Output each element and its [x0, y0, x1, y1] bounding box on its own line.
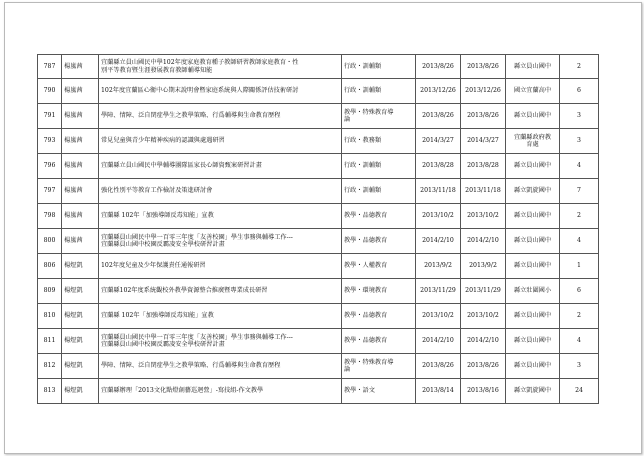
course-category-cell: 教學・品德教育: [342, 329, 416, 354]
course-title-cell: 宜蘭縣辦理「2013文化點燈創藝巡迴營」-寫技組-作文教學: [99, 379, 342, 404]
course-title-cell: 學障、情障、泛自閉症學生之教學策略、行爲輔導與生命教育歷程: [99, 354, 342, 379]
end-date-cell: 2013/10/2: [461, 204, 506, 229]
row-number-cell: 790: [38, 79, 62, 104]
course-title-cell: 宜蘭縣102年度系統觀校外教學資源整合推廣暨專業成長研習: [99, 279, 342, 304]
end-date-cell: 2013/10/2: [461, 304, 506, 329]
table-row: [38, 55, 599, 79]
teacher-name-cell: 楊嵐茜: [62, 229, 99, 254]
start-date-cell: 2013/8/26: [416, 104, 461, 129]
course-category-cell: 教學・環境教育: [342, 279, 416, 304]
organizer-cell: 縣立員山國中: [506, 254, 560, 279]
organizer-cell: 宜蘭縣政府教 育處: [506, 129, 560, 154]
hours-cell: 4: [560, 329, 599, 354]
hours-cell: 2: [560, 304, 599, 329]
organizer-cell: 國立宜蘭高中: [506, 79, 560, 104]
start-date-cell: 2013/8/14: [416, 379, 461, 404]
hours-cell: 2: [560, 55, 599, 79]
row-number-cell: 800: [38, 229, 62, 254]
table-row: [38, 229, 599, 254]
course-category-cell: 行政・訓輔類: [342, 179, 416, 204]
start-date-cell: 2013/12/26: [416, 79, 461, 104]
row-number-cell: 812: [38, 354, 62, 379]
organizer-cell: 縣立員山國中: [506, 229, 560, 254]
row-number-cell: 810: [38, 304, 62, 329]
hours-cell: 4: [560, 229, 599, 254]
end-date-cell: 2013/9/2: [461, 254, 506, 279]
organizer-cell: 縣立員山國中: [506, 204, 560, 229]
end-date-cell: 2014/3/27: [461, 129, 506, 154]
teacher-name-cell: 楊嵐茜: [62, 55, 99, 79]
course-title-cell: 宜蘭縣 102年「加強導師反毒知能」宣教: [99, 304, 342, 329]
course-category-cell: 行政・訓輔類: [342, 154, 416, 179]
teacher-name-cell: 楊嵐茜: [62, 204, 99, 229]
teacher-name-cell: 楊煜凱: [62, 354, 99, 379]
document-page: [4, 2, 642, 454]
row-number-cell: 798: [38, 204, 62, 229]
organizer-cell: 縣立凱旋國中: [506, 179, 560, 204]
end-date-cell: 2013/8/28: [461, 154, 506, 179]
table-row: [38, 129, 599, 154]
course-category-cell: 教學・品德教育: [342, 304, 416, 329]
course-title-cell: 強化性別平等教育工作檢討及策進研討會: [99, 179, 342, 204]
table-row: [38, 354, 599, 379]
row-number-cell: 791: [38, 104, 62, 129]
start-date-cell: 2013/11/29: [416, 279, 461, 304]
organizer-cell: 縣立員山國中: [506, 154, 560, 179]
table-row: [38, 79, 599, 104]
hours-cell: 7: [560, 179, 599, 204]
course-title-cell: 宜蘭縣員山國民中學一百零三年度「友善校園」學生事務與輔導工作--- 宜蘭縣員山國中校園反霸凌安全學校研習計畫: [99, 329, 342, 354]
row-number-cell: 813: [38, 379, 62, 404]
end-date-cell: 2014/2/10: [461, 229, 506, 254]
teacher-name-cell: 楊煜凱: [62, 329, 99, 354]
hours-cell: 4: [560, 154, 599, 179]
row-number-cell: 806: [38, 254, 62, 279]
hours-cell: 3: [560, 354, 599, 379]
end-date-cell: 2013/8/26: [461, 104, 506, 129]
table-row: [38, 254, 599, 279]
organizer-cell: 縣立壯圍國小: [506, 279, 560, 304]
course-title-cell: 常見兒童與青少年精神疾病的認識與處遇研習: [99, 129, 342, 154]
table-row: [38, 279, 599, 304]
organizer-cell: 縣立員山國中: [506, 329, 560, 354]
hours-cell: 24: [560, 379, 599, 404]
organizer-cell: 縣立員山國中: [506, 304, 560, 329]
row-number-cell: 797: [38, 179, 62, 204]
end-date-cell: 2013/8/26: [461, 354, 506, 379]
teacher-name-cell: 楊煜凱: [62, 254, 99, 279]
hours-cell: 2: [560, 204, 599, 229]
course-title-cell: 學障、情障、泛自閉症學生之教學策略、行爲輔導與生命教育歷程: [99, 104, 342, 129]
start-date-cell: 2013/8/26: [416, 354, 461, 379]
row-number-cell: 793: [38, 129, 62, 154]
teacher-name-cell: 楊嵐茜: [62, 79, 99, 104]
end-date-cell: 2013/8/16: [461, 379, 506, 404]
course-category-cell: 教學・特殊教育導 論: [342, 104, 416, 129]
hours-cell: 3: [560, 104, 599, 129]
hours-cell: 1: [560, 254, 599, 279]
table-row: [38, 304, 599, 329]
course-title-cell: 宜蘭縣員山國民中學一百零三年度「友善校園」學生事務與輔導工作--- 宜蘭縣員山國中校園反霸凌安全學校研習計畫: [99, 229, 342, 254]
course-category-cell: 教學・品德教育: [342, 229, 416, 254]
training-records-table: [37, 54, 599, 404]
course-category-cell: 教學・語文: [342, 379, 416, 404]
row-number-cell: 811: [38, 329, 62, 354]
start-date-cell: 2013/10/2: [416, 204, 461, 229]
start-date-cell: 2013/10/2: [416, 304, 461, 329]
course-category-cell: 教學・人權教育: [342, 254, 416, 279]
end-date-cell: 2013/8/26: [461, 55, 506, 79]
teacher-name-cell: 楊煜凱: [62, 304, 99, 329]
table-body: [38, 55, 599, 404]
end-date-cell: 2013/11/18: [461, 179, 506, 204]
table-row: [38, 179, 599, 204]
teacher-name-cell: 楊煜凱: [62, 279, 99, 304]
start-date-cell: 2013/8/28: [416, 154, 461, 179]
course-category-cell: 教學・特殊教育導 論: [342, 354, 416, 379]
row-number-cell: 809: [38, 279, 62, 304]
course-category-cell: 行政・訓輔類: [342, 55, 416, 79]
table-row: [38, 104, 599, 129]
table-row: [38, 154, 599, 179]
organizer-cell: 縣立員山國中: [506, 354, 560, 379]
table-row: [38, 329, 599, 354]
course-category-cell: 行政・教務類: [342, 129, 416, 154]
course-category-cell: 教學・品德教育: [342, 204, 416, 229]
teacher-name-cell: 楊嵐茜: [62, 154, 99, 179]
teacher-name-cell: 楊嵐茜: [62, 104, 99, 129]
table-row: [38, 379, 599, 404]
end-date-cell: 2013/12/26: [461, 79, 506, 104]
course-title-cell: 102年度兒童及少年保護責任通報研習: [99, 254, 342, 279]
start-date-cell: 2013/9/2: [416, 254, 461, 279]
end-date-cell: 2013/11/29: [461, 279, 506, 304]
organizer-cell: 縣立凱旋國中: [506, 379, 560, 404]
end-date-cell: 2014/2/10: [461, 329, 506, 354]
start-date-cell: 2013/11/18: [416, 179, 461, 204]
start-date-cell: 2014/2/10: [416, 229, 461, 254]
hours-cell: 3: [560, 129, 599, 154]
table-row: [38, 204, 599, 229]
start-date-cell: 2014/3/27: [416, 129, 461, 154]
teacher-name-cell: 楊煜凱: [62, 379, 99, 404]
organizer-cell: 縣立員山國中: [506, 55, 560, 79]
course-title-cell: 宜蘭縣立員山國民中學輔導團隊區家長心師資甄案研習計畫: [99, 154, 342, 179]
hours-cell: 6: [560, 279, 599, 304]
row-number-cell: 787: [38, 55, 62, 79]
course-title-cell: 宜蘭縣立員山國民中學102年度家庭教育種子教師研習教師家庭教育・性 別平等教育暨生涯發展教育教師輔導知能: [99, 55, 342, 79]
course-title-cell: 宜蘭縣 102年「加強導師反毒知能」宣教: [99, 204, 342, 229]
teacher-name-cell: 楊嵐茜: [62, 179, 99, 204]
start-date-cell: 2014/2/10: [416, 329, 461, 354]
hours-cell: 6: [560, 79, 599, 104]
organizer-cell: 縣立員山國中: [506, 104, 560, 129]
start-date-cell: 2013/8/26: [416, 55, 461, 79]
row-number-cell: 796: [38, 154, 62, 179]
course-category-cell: 行政・訓輔類: [342, 79, 416, 104]
teacher-name-cell: 楊嵐茜: [62, 129, 99, 154]
course-title-cell: 102年度宜蘭區心衛中心期末說明會暨家庭系統與人際關係評估技術研討: [99, 79, 342, 104]
